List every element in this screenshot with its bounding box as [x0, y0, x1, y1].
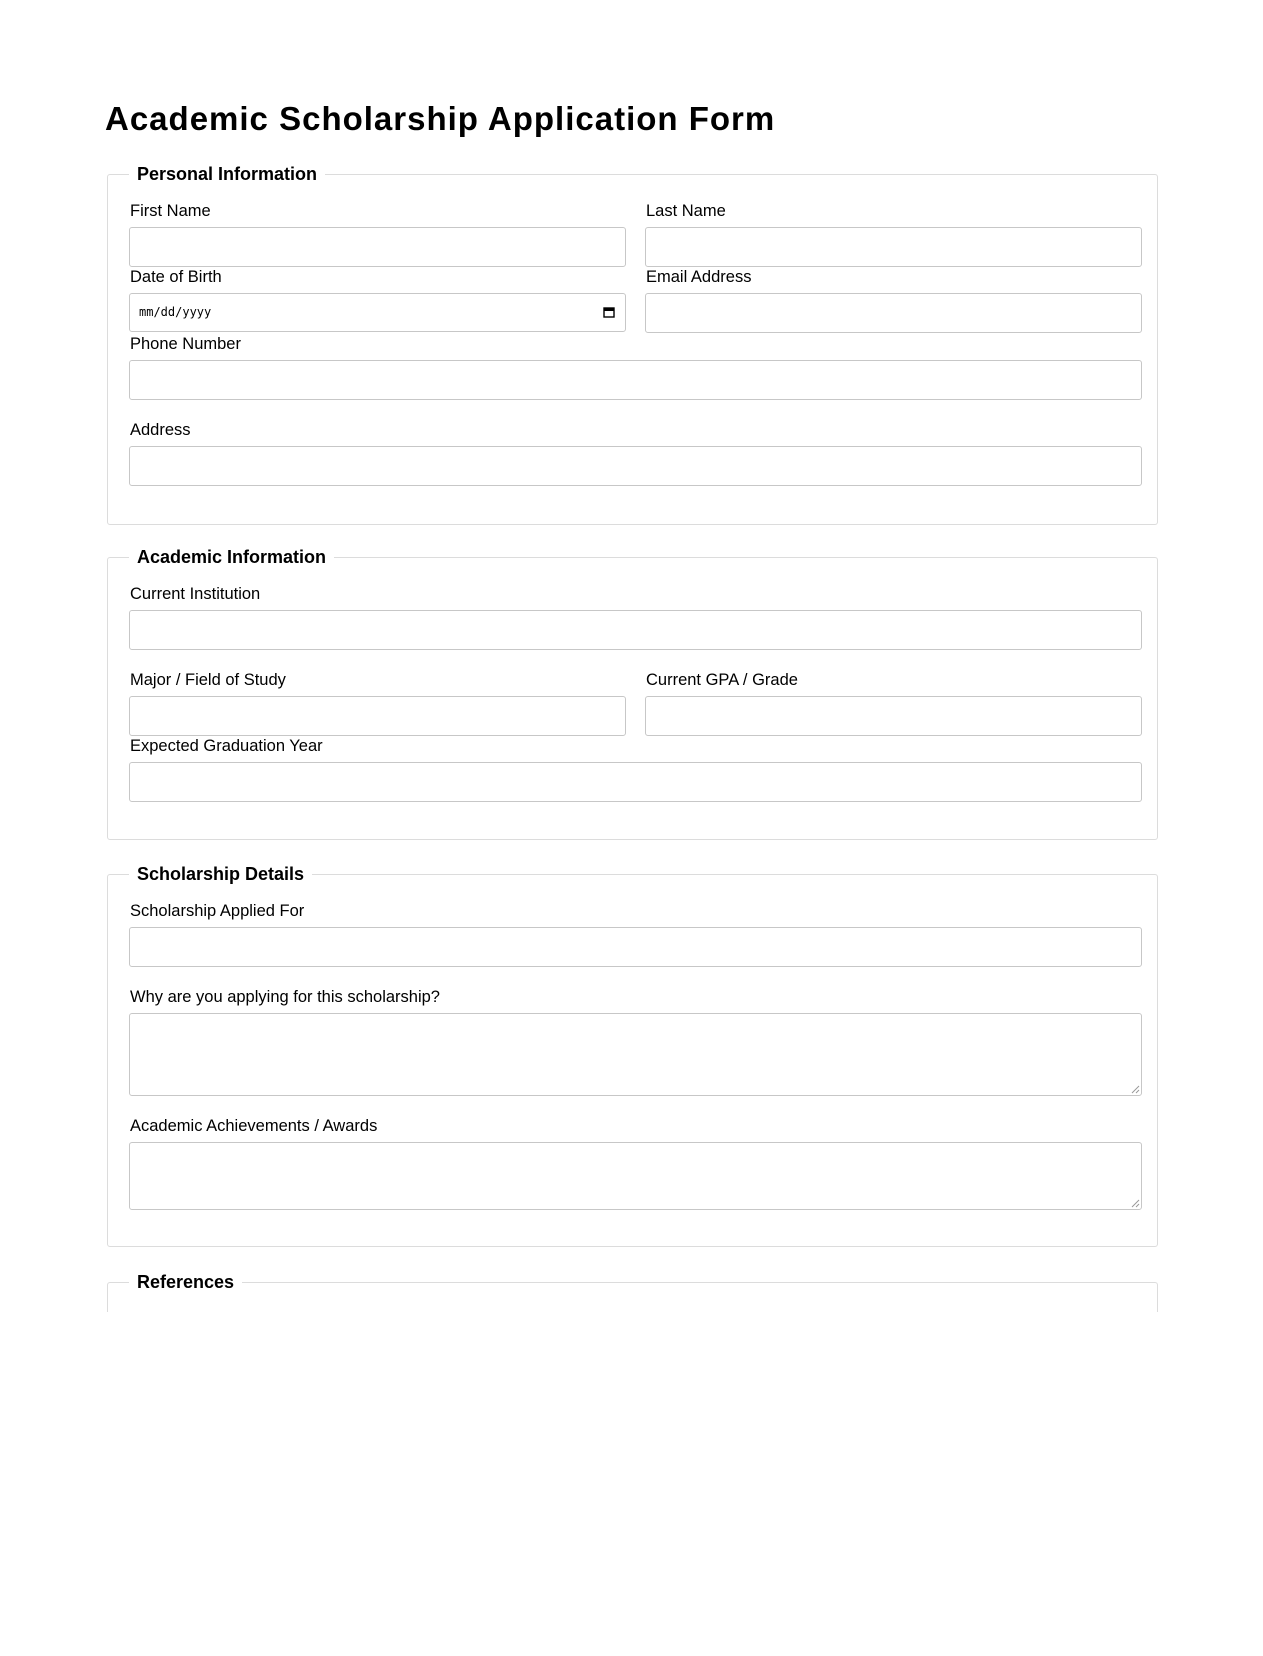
- graduation-year-input[interactable]: [129, 762, 1142, 802]
- section-legend: References: [129, 1271, 242, 1293]
- phone-number-input[interactable]: [129, 360, 1142, 400]
- scholarship-applied-for-input[interactable]: [129, 927, 1142, 967]
- last-name-label: Last Name: [646, 202, 726, 220]
- references-section: [107, 1272, 1158, 1312]
- address-input[interactable]: [129, 446, 1142, 486]
- resize-grip-icon[interactable]: [1131, 1085, 1140, 1094]
- email-address-label: Email Address: [646, 268, 752, 286]
- current-institution-label: Current Institution: [130, 585, 261, 603]
- date-of-birth-label: Date of Birth: [130, 268, 222, 286]
- section-legend: Personal Information: [129, 163, 325, 185]
- date-placeholder: mm/dd/yyyy: [139, 305, 212, 319]
- scholarship-details-section: [107, 864, 1158, 1247]
- last-name-input[interactable]: [645, 227, 1142, 267]
- scholarship-applied-for-label: Scholarship Applied For: [130, 902, 305, 920]
- page-title: Academic Scholarship Application Form: [105, 100, 776, 137]
- major-label: Major / Field of Study: [130, 671, 286, 689]
- phone-number-label: Phone Number: [130, 335, 241, 353]
- why-applying-label: Why are you applying for this scholarship?: [130, 988, 440, 1006]
- graduation-year-label: Expected Graduation Year: [130, 737, 323, 755]
- current-institution-input[interactable]: [129, 610, 1142, 650]
- why-applying-textarea[interactable]: [129, 1013, 1142, 1096]
- major-input[interactable]: [129, 696, 626, 736]
- date-of-birth-input[interactable]: [129, 293, 626, 332]
- first-name-label: First Name: [130, 202, 211, 220]
- gpa-label: Current GPA / Grade: [646, 671, 798, 689]
- calendar-icon[interactable]: [603, 306, 615, 318]
- achievements-label: Academic Achievements / Awards: [130, 1117, 378, 1135]
- personal-information-section: [107, 164, 1158, 525]
- resize-grip-icon[interactable]: [1131, 1199, 1140, 1208]
- address-label: Address: [130, 421, 191, 439]
- email-address-input[interactable]: [645, 293, 1142, 333]
- achievements-textarea[interactable]: [129, 1142, 1142, 1210]
- first-name-input[interactable]: [129, 227, 626, 267]
- section-legend: Scholarship Details: [129, 863, 312, 885]
- academic-information-section: [107, 547, 1158, 840]
- section-legend: Academic Information: [129, 546, 334, 568]
- gpa-input[interactable]: [645, 696, 1142, 736]
